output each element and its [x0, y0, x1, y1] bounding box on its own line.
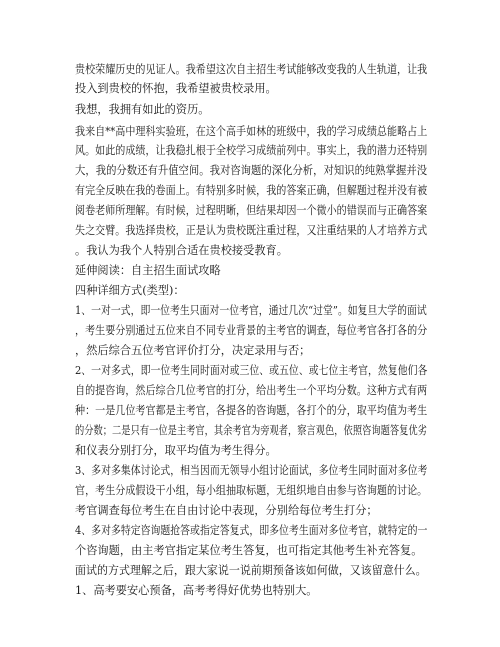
- paragraph-line: 。我认为我个人特别合适在贵校接受教育。: [75, 244, 288, 257]
- paragraph-line: 失之交臂。我选择贵校，正是认为贵校既注重过程，又注重结果的人才培养方式: [75, 224, 428, 237]
- paragraph-line: 投入到贵校的怀抱，我希望被贵校录用。: [75, 82, 277, 95]
- list-item-line: 1、高考要安心预备，高考考得好优势也特别大。: [75, 584, 318, 597]
- list-item-line: 的分数；二是只有一位是主考官，其余考官为旁观者，察言观色，依照咨询题答复优劣: [75, 424, 427, 437]
- list-item-line: 4、多对多特定咨询题抢答或指定答复式，即多位考生面对多位考官，就特定的一: [75, 524, 428, 537]
- section-heading: 延伸阅读：自主招生面试攻略: [75, 264, 221, 277]
- list-item-line: ，然后综合五位考官评价打分，决定录用与否；: [75, 344, 311, 357]
- list-item-line: 考官调查每位考生在自由讨论中表现，分别给每位考生打分；: [75, 504, 378, 517]
- list-item-line: 官，考生分成假设干小组，每小组抽取标题，无组织地自由参与咨询题的讨论。: [75, 484, 428, 497]
- section-heading: 四种详细方式(类型)：: [75, 284, 185, 297]
- list-item-line: 2、一对多式，即一位考生同时面对或三位、或五位、或七位主考官，然复他们各: [75, 364, 428, 377]
- list-item-line: 自的提咨询，然后综合几位考官的打分，给出考生一个平均分数。这种方式有两: [75, 384, 428, 397]
- paragraph-line: 贵校荣耀历史的见证人。我希望这次自主招生考试能够改变我的人生轨道，让我: [75, 63, 428, 76]
- paragraph-line: 面试的方式理解之后，跟大家说一说前期预备该如何做，又该留意什么。: [75, 564, 427, 577]
- paragraph-line: 我想，我拥有如此的资历。: [75, 103, 210, 116]
- list-item-line: 和仪表分别打分，取平均值为考生得分。: [75, 444, 277, 457]
- paragraph-line: 我来自**高中理科实验班，在这个高手如林的班级中，我的学习成绩总能略占上: [75, 125, 428, 138]
- list-item-line: 种：一是几位考官都是主考官，各提各的咨询题，各打个的分，取平均值为考生: [75, 404, 428, 417]
- list-item-line: ，考生要分别通过五位来自不同专业背景的主考官的调查，每位考官各打各的分: [75, 324, 428, 337]
- paragraph-line: 风。如此的成绩，让我稳扎根于全校学习成绩前列中。事实上，我的潜力还特别: [75, 144, 428, 157]
- paragraph-line: 有完全反映在我的卷面上。有特别多时候，我的答案正确，但解题过程并没有被: [75, 184, 428, 197]
- list-item-line: 个咨询题，由主考官指定某位考生答复，也可指定其他考生补充答复。: [75, 544, 423, 557]
- paragraph-line: 阅卷老师所理解。有时候，过程明晰，但结果却因一个微小的错误而与正确答案: [75, 204, 428, 217]
- paragraph-line: 大，我的分数还有升值空间。我对咨询题的深化分析，对知识的纯熟掌握并没: [75, 164, 428, 177]
- list-item-line: 3、多对多集体讨论式，相当因而无领导小组讨论面试，多位考生同时面对多位考: [75, 464, 428, 477]
- list-item-line: 1、一对一式，即一位考生只面对一位考官，通过几次“过堂”。如复旦大学的面试: [75, 304, 427, 317]
